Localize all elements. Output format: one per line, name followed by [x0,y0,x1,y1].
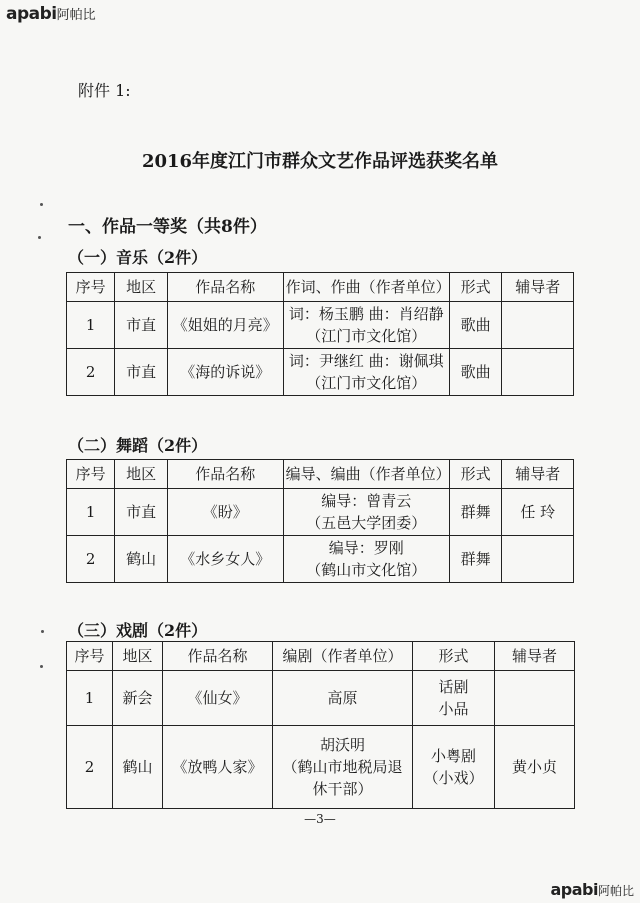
scan-speck [40,203,43,206]
col-header-form: 形式 [449,273,502,302]
cell-tutor [495,671,575,726]
cell-author: 高原 [273,671,413,726]
cell-work: 《海的诉说》 [167,349,283,396]
col-header-no: 序号 [67,642,113,671]
apabi-logo-top: apabi阿帕比 [6,4,96,24]
scan-speck [41,630,44,633]
cell-tutor [502,536,574,583]
cell-author: 词：杨玉鹏 曲：肖绍静 （江门市文化馆） [283,302,449,349]
cell-author: 词：尹继红 曲：谢佩琪 （江门市文化馆） [283,349,449,396]
col-header-author: 作词、作曲（作者单位） [283,273,449,302]
cell-work: 《放鸭人家》 [163,726,273,809]
subheading-dance: （二）舞蹈（2件） [68,436,208,455]
cell-author: 编导：罗刚 （鹤山市文化馆） [283,536,449,583]
table-row [67,671,575,726]
apabi-logo-bottom: apabi阿帕比 [550,880,634,899]
cell-work: 《姐姐的月亮》 [167,302,283,349]
cell-form: 歌曲 [449,349,502,396]
music-table [66,272,574,396]
col-header-region: 地区 [113,642,163,671]
scan-speck [40,665,43,668]
col-header-no: 序号 [67,460,115,489]
table-header-row [67,642,575,671]
cell-tutor [502,349,574,396]
table-row [67,536,574,583]
col-header-tutor: 辅导者 [502,273,574,302]
col-header-author: 编剧（作者单位） [273,642,413,671]
cell-region: 鹤山 [115,536,168,583]
subheading-drama: （三）戏剧（2件） [68,621,208,640]
cell-region: 市直 [115,302,168,349]
table-row [67,726,575,809]
table-header-row [67,460,574,489]
col-header-no: 序号 [67,273,115,302]
cell-form: 群舞 [449,536,502,583]
cell-work: 《水乡女人》 [167,536,283,583]
cell-tutor [502,302,574,349]
section-heading-first-prize: 一、作品一等奖（共8件） [68,217,267,237]
cell-form: 话剧 小品 [413,671,495,726]
cell-no: 2 [67,726,113,809]
col-header-region: 地区 [115,273,168,302]
subheading-music: （一）音乐（2件） [68,248,208,267]
cell-work: 《盼》 [167,489,283,536]
page-number: —3— [304,812,336,826]
cell-tutor: 黄小贞 [495,726,575,809]
dance-table [66,459,574,583]
table-row [67,489,574,536]
col-header-author: 编导、编曲（作者单位） [283,460,449,489]
col-header-region: 地区 [115,460,168,489]
attachment-label: 附件 1: [78,81,131,100]
cell-region: 市直 [115,349,168,396]
table-row [67,349,574,396]
cell-region: 鹤山 [113,726,163,809]
cell-author: 编导：曾青云 （五邑大学团委） [283,489,449,536]
col-header-tutor: 辅导者 [495,642,575,671]
cell-region: 市直 [115,489,168,536]
table-row [67,302,574,349]
cell-no: 1 [67,302,115,349]
document-title: 2016年度江门市群众文艺作品评选获奖名单 [141,151,499,172]
cell-region: 新会 [113,671,163,726]
cell-no: 1 [67,489,115,536]
col-header-form: 形式 [449,460,502,489]
cell-work: 《仙女》 [163,671,273,726]
cell-no: 1 [67,671,113,726]
cell-form: 歌曲 [449,302,502,349]
cell-no: 2 [67,349,115,396]
col-header-work: 作品名称 [167,460,283,489]
cell-author: 胡沃明 （鹤山市地税局退 休干部） [273,726,413,809]
drama-table [66,641,575,809]
cell-form: 小粤剧 （小戏） [413,726,495,809]
col-header-form: 形式 [413,642,495,671]
cell-tutor: 任 玲 [502,489,574,536]
col-header-work: 作品名称 [167,273,283,302]
cell-form: 群舞 [449,489,502,536]
col-header-work: 作品名称 [163,642,273,671]
col-header-tutor: 辅导者 [502,460,574,489]
cell-no: 2 [67,536,115,583]
table-header-row [67,273,574,302]
scan-speck [38,236,41,239]
